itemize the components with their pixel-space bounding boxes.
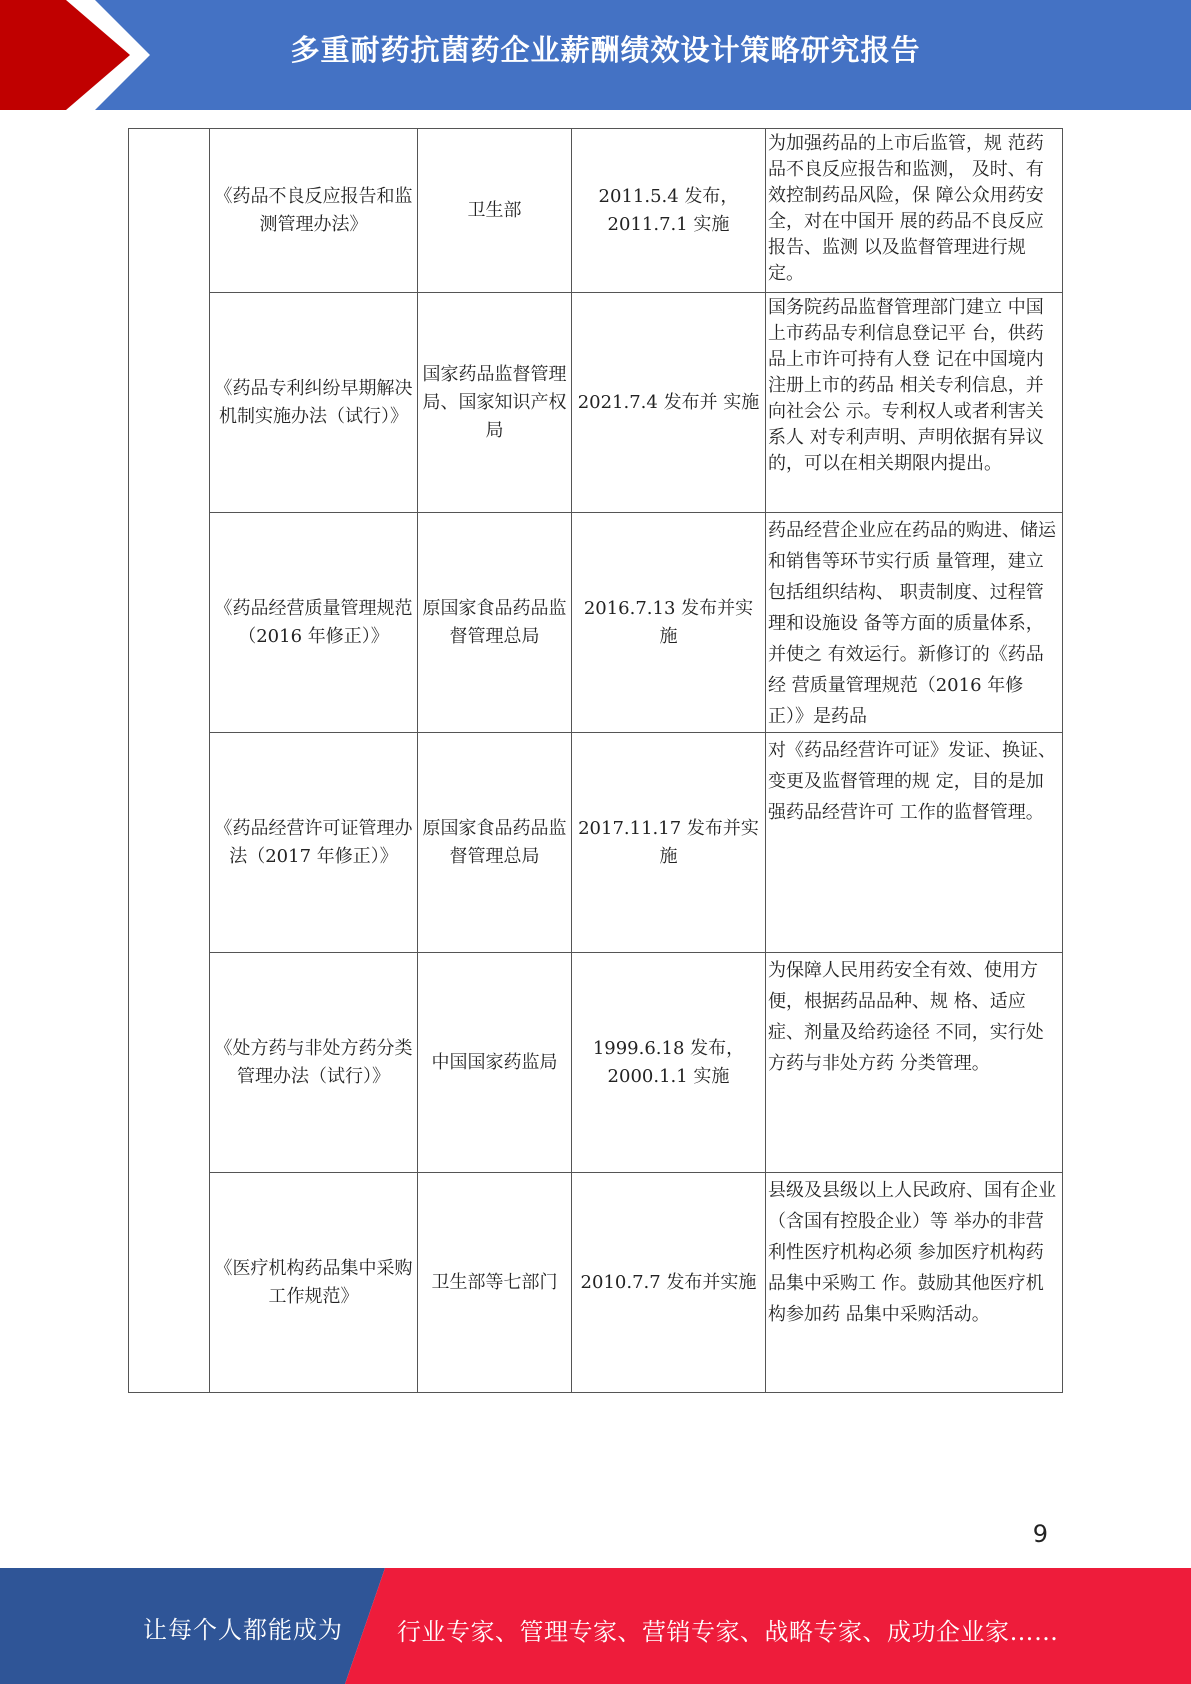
issue-date: 2017.11.17 发布并实施	[572, 733, 766, 953]
issuing-agency: 卫生部等七部门	[418, 1173, 572, 1393]
issuing-agency: 原国家食品药品监督管理总局	[418, 733, 572, 953]
regulation-description: 为保障人民用药安全有效、使用方便，根据药品品种、规 格、适应症、剂量及给药途径 不同，实行处方药与非处方药 分类管理。	[766, 953, 1063, 1173]
footer-slogan-right: 行业专家、管理专家、营销专家、战略专家、成功企业家……	[397, 1618, 1059, 1646]
table-row	[129, 293, 1063, 513]
regulation-description: 对《药品经营许可证》发证、换证、变更及监督管理的规 定，目的是加强药品经营许可 工作的监督管理。	[766, 733, 1063, 953]
issue-date: 2021.7.4 发布并 实施	[572, 293, 766, 513]
issue-date: 1999.6.18 发布，2000.1.1 实施	[572, 953, 766, 1173]
table-row	[129, 513, 1063, 733]
issuing-agency: 原国家食品药品监督管理总局	[418, 513, 572, 733]
regulation-name: 《医疗机构药品集中采购工作规范》	[210, 1173, 418, 1393]
regulation-name: 《药品经营质量管理规范（2016 年修正）》	[210, 513, 418, 733]
table-row	[129, 129, 1063, 293]
page-number: 9	[1032, 1520, 1048, 1548]
table-row	[129, 733, 1063, 953]
issue-date: 2010.7.7 发布并实施	[572, 1173, 766, 1393]
table-row	[129, 953, 1063, 1173]
merged-category-cell	[129, 129, 210, 1393]
issuing-agency: 卫生部	[418, 129, 572, 293]
report-title: 多重耐药抗菌药企业薪酬绩效设计策略研究报告	[290, 33, 921, 67]
issuing-agency: 中国国家药监局	[418, 953, 572, 1173]
regulation-name: 《处方药与非处方药分类管理办法（试行）》	[210, 953, 418, 1173]
issue-date: 2011.5.4 发布，2011.7.1 实施	[572, 129, 766, 293]
footer-slogan-left: 让每个人都能成为	[143, 1616, 343, 1644]
regulation-description: 县级及县级以上人民政府、国有企业（含国有控股企业）等 举办的非营利性医疗机构必须 参加医疗机构药品集中采购工 作。鼓励其他医疗机构参加药 品集中采购活动。	[766, 1173, 1063, 1393]
regulation-name: 《药品经营许可证管理办法（2017 年修正）》	[210, 733, 418, 953]
regulation-description: 药品经营企业应在药品的购进、储运和销售等环节实行质 量管理，建立包括组织结构、 职责制度、过程管理和设施设 备等方面的质量体系，并使之 有效运行。新修订的《药品经 营质量管理规范（2016 年修 正）》是药品	[766, 513, 1063, 733]
regulation-name: 《药品不良反应报告和监测管理办法》	[210, 129, 418, 293]
regulation-description: 为加强药品的上市后监管，规 范药品不良反应报告和监测， 及时、有效控制药品风险，保 障公众用药安全，对在中国开 展的药品不良反应报告、监测 以及监督管理进行规定。	[766, 129, 1063, 293]
regulation-name: 《药品专利纠纷早期解决机制实施办法（试行）》	[210, 293, 418, 513]
issue-date: 2016.7.13 发布并实施	[572, 513, 766, 733]
table-row	[129, 1173, 1063, 1393]
regulation-description: 国务院药品监督管理部门建立 中国上市药品专利信息登记平 台，供药品上市许可持有人登 记在中国境内注册上市的药品 相关专利信息，并向社会公 示。专利权人或者利害关系人 对专利声明、声明依据有异议 的，可以在相关期限内提出。	[766, 293, 1063, 513]
regulations-table	[128, 128, 1063, 1393]
issuing-agency: 国家药品监督管理局、国家知识产权局	[418, 293, 572, 513]
page-header	[0, 0, 1191, 110]
